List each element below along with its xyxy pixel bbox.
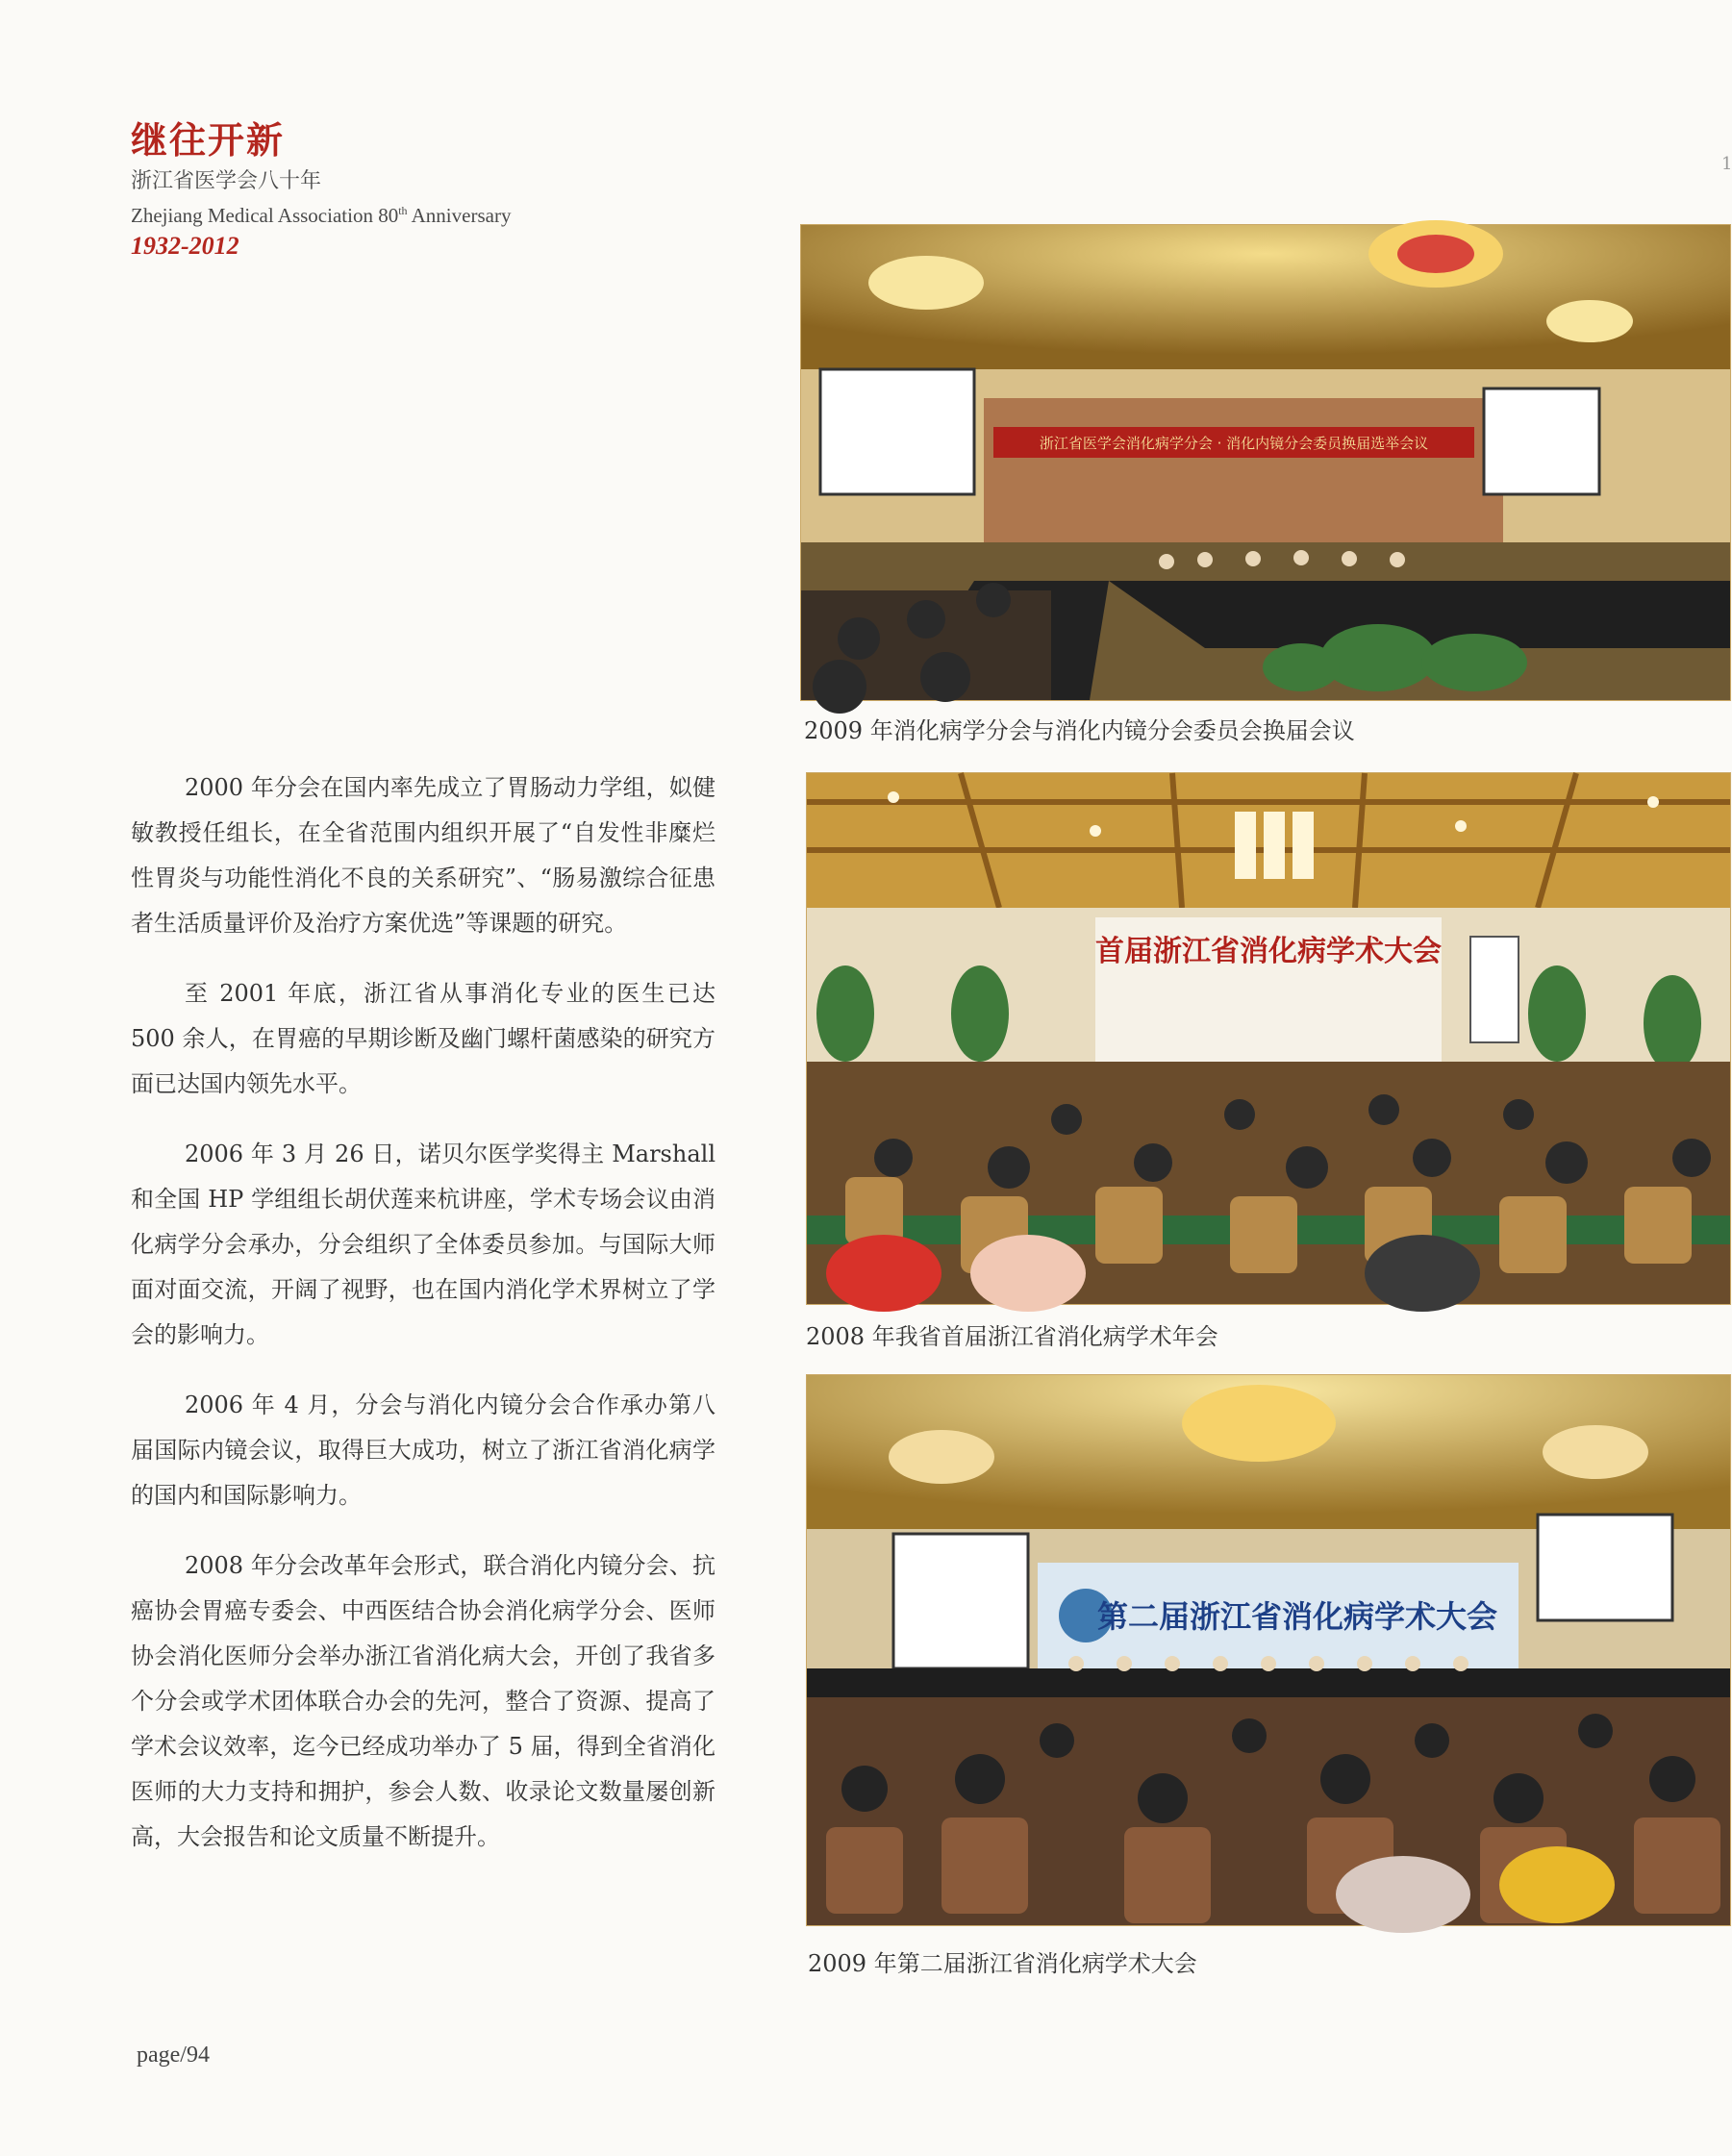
edge-mark: 1 [1721, 154, 1732, 174]
photo-caption: 2009 年第二届浙江省消化病学术大会 [808, 1950, 1197, 1977]
paragraph: 2000 年分会在国内率先成立了胃肠动力学组，姒健敏教授任组长，在全省范围内组织开展了“自发性非糜烂性胃炎与功能性消化不良的关系研究”、“肠易激综合征患者生活质量评价及治疗方案优选”等课题的研究。 [131, 774, 715, 937]
masthead [131, 117, 511, 261]
paragraph: 2006 年 4 月，分会与消化内镜分会合作承办第八届国际内镜会议，取得巨大成功，树立了浙江省消化病学的国内和国际影响力。 [131, 1391, 715, 1509]
photo-banner-text: 浙江省医学会消化病学分会 · 消化内镜分会委员换届选举会议 [1039, 435, 1429, 452]
anniversary-logo: 继往开新 [131, 118, 286, 162]
photo-banner-text: 首届浙江省消化病学术大会 [1095, 935, 1442, 968]
article-body [131, 765, 715, 1885]
photo-caption: 2008 年我省首届浙江省消化病学术年会 [806, 1323, 1218, 1350]
meeting-photo-2009-second-conference [806, 1374, 1731, 1926]
meeting-photo-2009-committee [800, 224, 1731, 701]
paragraph: 至 2001 年底，浙江省从事消化专业的医生已达 500 余人，在胃癌的早期诊断及幽门螺杆菌感染的研究方面已达国内领先水平。 [131, 980, 715, 1097]
photo-caption: 2009 年消化病学分会与消化内镜分会委员会换届会议 [804, 717, 1355, 744]
photo-banner-text: 第二届浙江省消化病学术大会 [1096, 1598, 1498, 1635]
paragraph: 2008 年分会改革年会形式，联合消化内镜分会、抗癌协会胃癌专委会、中西医结合协会消化病学分会、医师协会消化医师分会举办浙江省消化病大会，开创了我省多个分会或学术团体联合办会的先河，整合了资源、提高了学术会议效率，迄今已经成功举办了 5 届，得到全省消化医师的大力支持和拥护，参会人数、收录论文数量屡创新高，大会报告和论文质量不断提升。 [131, 1552, 715, 1850]
page-number: page/94 [137, 2043, 210, 2068]
association-title-cn: 浙江省医学会八十年 [131, 169, 322, 193]
anniversary-years: 1932-2012 [131, 232, 239, 260]
paragraph: 2006 年 3 月 26 日，诺贝尔医学奖得主 Marshall 和全国 HP 学组组长胡伏莲来杭讲座，学术专场会议由消化病学分会承办，分会组织了全体委员参加。与国际大师面对面交流，开阔了视野，也在国内消化学术界树立了学会的影响力。 [131, 1141, 715, 1348]
meeting-photo-2008-first-conference [806, 772, 1731, 1305]
association-title-en: Zhejiang Medical Association 80th Anniversary [131, 204, 512, 227]
